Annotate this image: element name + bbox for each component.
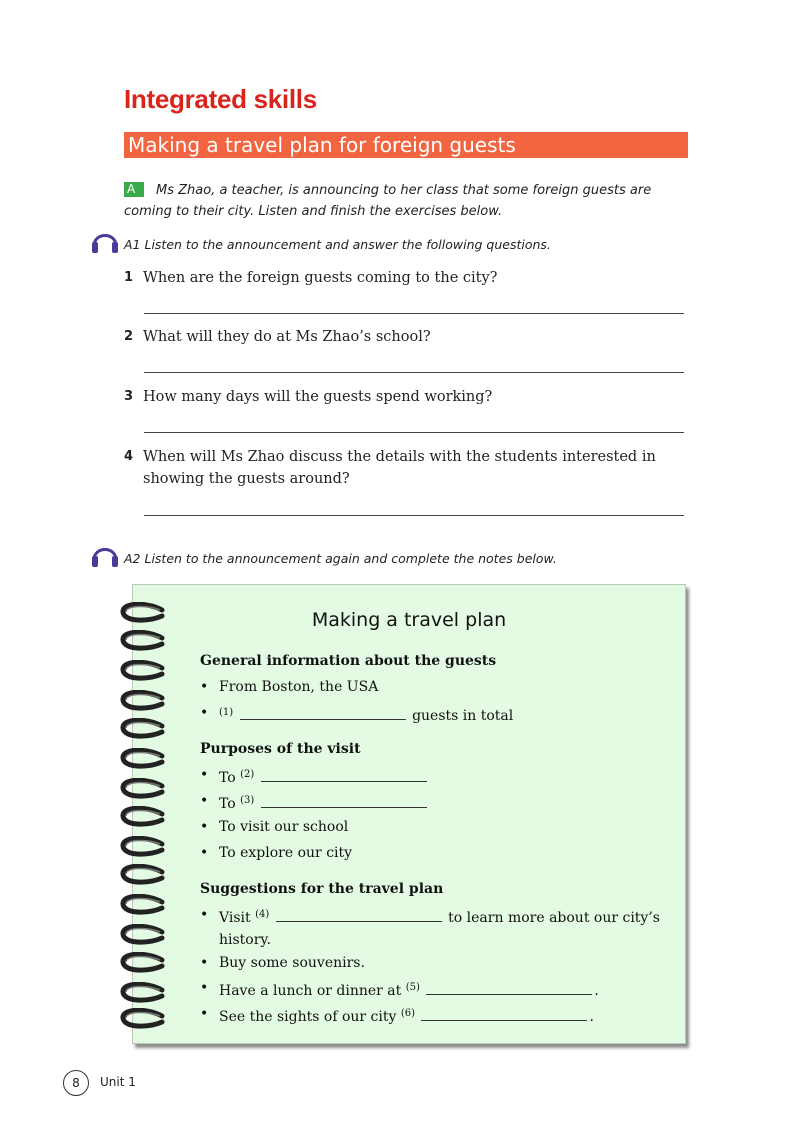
question-text: What will they do at Ms Zhao’s school? xyxy=(143,329,431,345)
spiral-ring xyxy=(118,718,166,740)
list-item: • To $^{(3)}$ xyxy=(200,790,670,815)
bullet: • xyxy=(200,955,209,971)
a1-instruction: A1 Listen to the announcement and answer the following questions. xyxy=(124,237,551,252)
blank-number: (5) xyxy=(405,982,420,993)
spiral-ring xyxy=(118,660,166,682)
section-heading: General information about the guests xyxy=(200,653,497,669)
section-badge: A xyxy=(124,182,144,197)
spiral-ring xyxy=(118,982,166,1004)
bullet: • xyxy=(200,767,209,783)
answer-line-2[interactable] xyxy=(144,372,684,373)
spiral-ring xyxy=(118,864,166,886)
question-2 xyxy=(124,326,688,348)
spiral-ring xyxy=(118,748,166,770)
question-3 xyxy=(124,386,688,408)
list-item: • To $^{(2)}$ xyxy=(200,764,670,789)
blank-field-3[interactable] xyxy=(261,795,427,808)
intro-paragraph xyxy=(124,180,688,222)
headphones-icon xyxy=(90,538,120,570)
bullet: • xyxy=(200,679,209,695)
bullet: • xyxy=(200,793,209,809)
list-item: • Buy some souvenirs. xyxy=(200,952,670,974)
blank-field-1[interactable] xyxy=(240,707,406,720)
bullet: • xyxy=(200,980,209,996)
list-item: • Visit $^{(4)}$ to learn more about our city’s history. xyxy=(200,904,660,951)
list-item: • See the sights of our city $^{(6)}$ . xyxy=(200,1003,670,1028)
bullet: • xyxy=(200,845,209,861)
list-item: • From Boston, the USA xyxy=(200,676,670,698)
headphones-icon xyxy=(90,224,120,256)
spiral-ring xyxy=(118,952,166,974)
page-title: Integrated skills xyxy=(124,84,317,114)
section-banner: Making a travel plan for foreign guests xyxy=(124,132,688,158)
notebook-title: Making a travel plan xyxy=(311,609,507,631)
list-item: • To explore our city xyxy=(200,842,670,864)
question-number: 1 xyxy=(124,270,134,285)
section-heading: Suggestions for the travel plan xyxy=(200,881,444,897)
intro-text: Ms Zhao, a teacher, is announcing to her class that some foreign guests are coming to their city. Listen and finish the exercises below. xyxy=(124,183,652,219)
question-number: 3 xyxy=(124,389,134,404)
blank-number: (1) xyxy=(219,707,234,718)
blank-field-4[interactable] xyxy=(276,909,442,922)
list-item: • Have a lunch or dinner at $^{(5)}$ . xyxy=(200,977,670,1002)
question-text: When are the foreign guests coming to the city? xyxy=(143,270,498,286)
spiral-ring xyxy=(118,894,166,916)
spiral-ring xyxy=(118,602,166,624)
question-1 xyxy=(124,267,688,289)
list-item: • To visit our school xyxy=(200,816,670,838)
answer-line-1[interactable] xyxy=(144,313,684,314)
blank-field-6[interactable] xyxy=(421,1008,587,1021)
bullet: • xyxy=(200,907,209,923)
blank-number: (4) xyxy=(255,909,270,920)
question-text: When will Ms Zhao discuss the details with the students interested in showing the guests around? xyxy=(143,449,656,487)
bullet: • xyxy=(200,819,209,835)
answer-line-3[interactable] xyxy=(144,432,684,433)
spiral-ring xyxy=(118,806,166,828)
notebook-panel xyxy=(132,584,686,1044)
question-text: How many days will the guests spend working? xyxy=(143,389,493,405)
spiral-ring xyxy=(118,690,166,712)
spiral-ring xyxy=(118,778,166,800)
section-heading: Purposes of the visit xyxy=(200,741,361,757)
spiral-ring xyxy=(118,836,166,858)
blank-field-5[interactable] xyxy=(426,982,592,995)
question-number: 4 xyxy=(124,449,134,464)
blank-number: (6) xyxy=(400,1008,416,1019)
bullet: • xyxy=(200,1006,209,1022)
blank-number: (2) xyxy=(240,769,255,780)
spiral-ring xyxy=(118,924,166,946)
list-item: • $^{(1)}$ guests in total xyxy=(200,702,670,727)
a2-instruction: A2 Listen to the announcement again and complete the notes below. xyxy=(124,551,557,566)
spiral-ring xyxy=(118,1008,166,1030)
answer-line-4[interactable] xyxy=(144,515,684,516)
page-number: 8 xyxy=(63,1070,89,1096)
question-number: 2 xyxy=(124,329,134,344)
spiral-ring xyxy=(118,630,166,652)
unit-label: Unit 1 xyxy=(100,1075,136,1089)
blank-number: (3) xyxy=(240,795,255,806)
bullet: • xyxy=(200,705,209,721)
blank-field-2[interactable] xyxy=(261,769,427,782)
question-4 xyxy=(124,446,688,490)
